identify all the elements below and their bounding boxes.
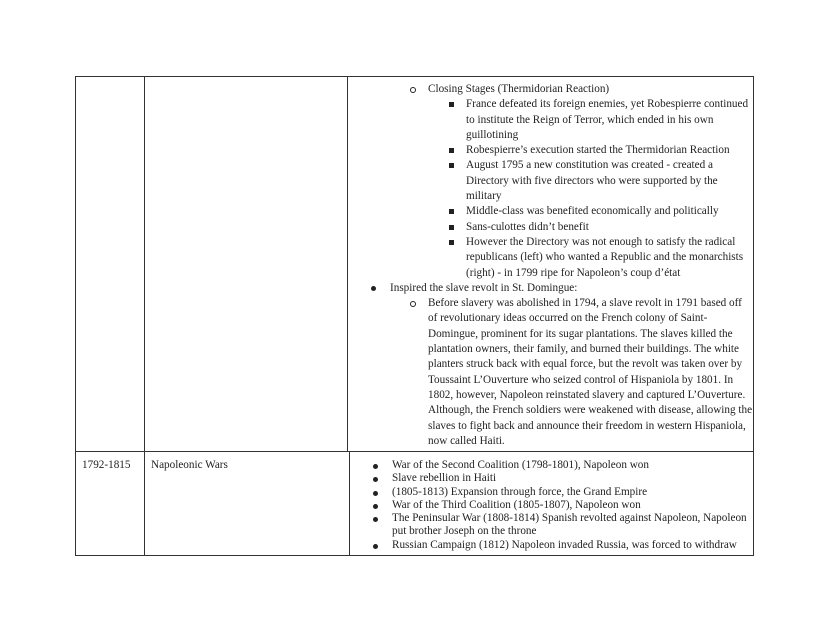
list-item: Inspired the slave revolt in St. Domingue: (390, 281, 753, 296)
list-item: Before slavery was abolished in 1794, a slave revolt in 1791 based off of revolutionary ideas occurred on the French colony of Saint-Domingue, prominent for its sugar plantations. The slaves killed the plantation owners, their family, and burned their buildings. The white planters struck back with equal force, but the revolt was taken over by Toussaint L’Ouverture who seized control of Hispaniola by 1801. In 1802, however, Napoleon reinstated slavery and captured L’Ouverture. Although, the French soldiers were weakened with disease, allowing the slaves to fight back and announce their freedom in western Hispaniola, now called Haiti. (428, 296, 753, 449)
list-item: Middle-class was benefited economically and politically (466, 204, 750, 219)
closing-points-list (466, 97, 750, 281)
year-cell: 1792-1815 (76, 452, 145, 555)
list-item: However the Directory was not enough to satisfy the radical republicans (left) who wanted a Republic and the monarchists (right) - in 1799 ripe for Napoleon’s coup d’état (466, 235, 750, 281)
list-item: France defeated its foreign enemies, yet Robespierre continued to institute the Reign of Terror, which ended in his own guillotining (466, 97, 750, 143)
event-cell (145, 77, 348, 451)
year-cell (76, 77, 145, 451)
list-item: (1805-1813) Expansion through force, the Grand Empire (392, 486, 747, 499)
napoleonic-wars-list (392, 459, 753, 552)
table-row (76, 77, 753, 451)
closing-stages-list (428, 82, 753, 97)
table-row (76, 451, 753, 555)
list-item: War of the Third Coalition (1805-1807), Napoleon won (392, 499, 747, 512)
notes-cell (350, 452, 753, 555)
list-item: Robespierre’s execution started the Thermidorian Reaction (466, 143, 750, 158)
list-item: Russian Campaign (1812) Napoleon invaded Russia, was forced to withdraw (392, 539, 747, 552)
list-item: War of the Second Coalition (1798-1801), Napoleon won (392, 459, 747, 472)
list-item: August 1795 a new constitution was created - created a Directory with five directors who were supported by the military (466, 158, 750, 204)
slave-revolt-list (390, 281, 753, 296)
slave-revolt-detail-list (428, 296, 753, 449)
list-item: The Peninsular War (1808-1814) Spanish revolted against Napoleon, Napoleon put brother Joseph on the throne (392, 512, 747, 538)
notes-cell (348, 77, 753, 451)
event-cell: Napoleonic Wars (145, 452, 350, 555)
list-item: Slave rebellion in Haiti (392, 472, 747, 485)
history-table (75, 76, 754, 556)
list-item: Closing Stages (Thermidorian Reaction) (428, 82, 753, 97)
list-item: Sans-culottes didn’t benefit (466, 220, 750, 235)
